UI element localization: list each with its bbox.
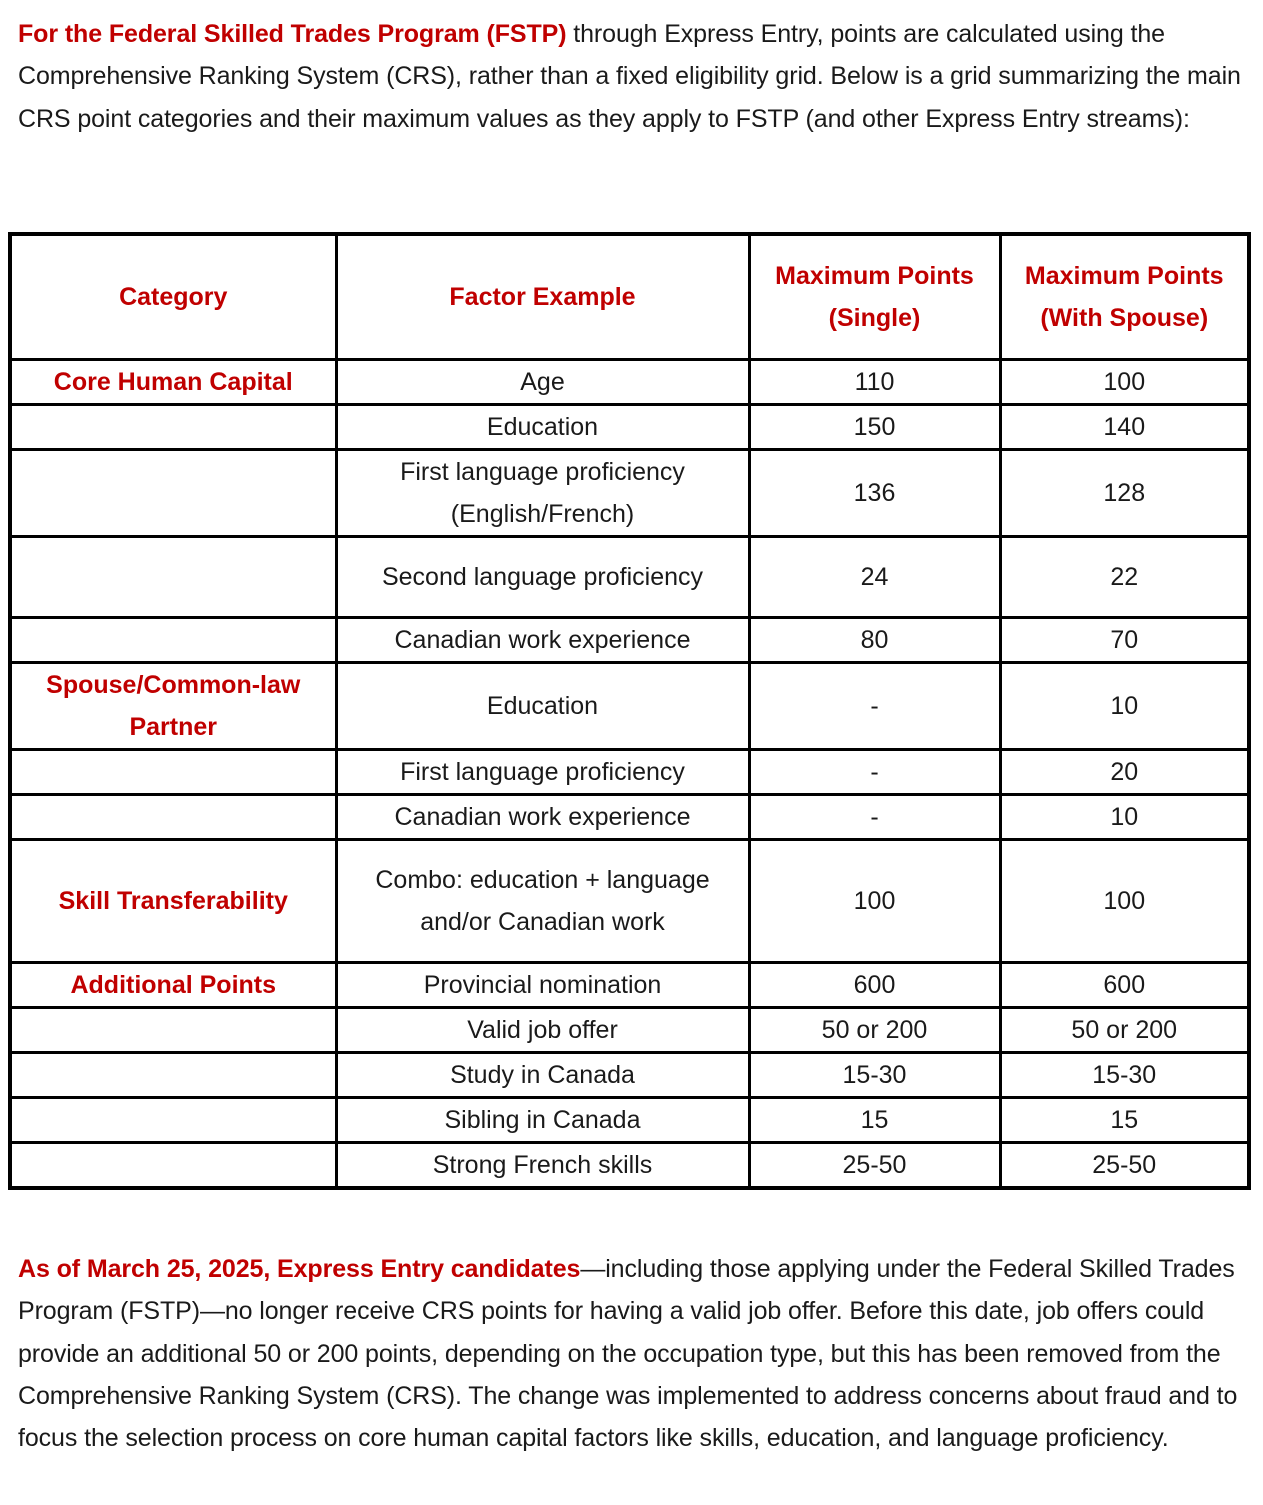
spouse-points-cell: 20 bbox=[1000, 750, 1249, 795]
spouse-points-cell: 128 bbox=[1000, 450, 1249, 537]
table-row bbox=[10, 360, 1249, 405]
factor-cell: Education bbox=[336, 405, 749, 450]
table-row bbox=[10, 1053, 1249, 1098]
category-cell bbox=[10, 618, 336, 663]
single-points-cell: - bbox=[749, 750, 1000, 795]
table-row bbox=[10, 1098, 1249, 1143]
single-points-cell: 80 bbox=[749, 618, 1000, 663]
single-points-cell: 24 bbox=[749, 537, 1000, 618]
table-header-row bbox=[10, 234, 1249, 360]
table-row bbox=[10, 840, 1249, 963]
single-points-cell: - bbox=[749, 795, 1000, 840]
table-row bbox=[10, 537, 1249, 618]
header-max-spouse: Maximum Points (With Spouse) bbox=[1000, 234, 1249, 360]
category-cell bbox=[10, 537, 336, 618]
spouse-points-cell: 100 bbox=[1000, 840, 1249, 963]
factor-cell: Canadian work experience bbox=[336, 618, 749, 663]
single-points-cell: 25-50 bbox=[749, 1143, 1000, 1189]
category-cell bbox=[10, 1053, 336, 1098]
table-row bbox=[10, 1008, 1249, 1053]
single-points-cell: - bbox=[749, 663, 1000, 750]
spouse-points-cell: 22 bbox=[1000, 537, 1249, 618]
factor-cell: Provincial nomination bbox=[336, 963, 749, 1008]
table-row bbox=[10, 1143, 1249, 1189]
factor-cell: First language proficiency bbox=[336, 750, 749, 795]
table-row bbox=[10, 795, 1249, 840]
factor-cell: Combo: education + language and/or Canadian work bbox=[336, 840, 749, 963]
spouse-points-cell: 100 bbox=[1000, 360, 1249, 405]
spouse-points-cell: 140 bbox=[1000, 405, 1249, 450]
spouse-points-cell: 10 bbox=[1000, 663, 1249, 750]
spouse-points-cell: 50 or 200 bbox=[1000, 1008, 1249, 1053]
factor-cell: Strong French skills bbox=[336, 1143, 749, 1189]
factor-cell: Second language proficiency bbox=[336, 537, 749, 618]
outro-paragraph bbox=[18, 1248, 1250, 1459]
header-category: Category bbox=[10, 234, 336, 360]
category-cell: Additional Points bbox=[10, 963, 336, 1008]
intro-text: through Express Entry, points are calculated using the Comprehensive Ranking System (CRS), rather than a fixed eligibility grid. Below is a grid summarizing the main CRS point categories and their maximum values as they apply to FSTP (and other Express Entry streams): bbox=[18, 20, 1241, 133]
category-cell: Skill Transferability bbox=[10, 840, 336, 963]
category-cell: Spouse/Common-law Partner bbox=[10, 663, 336, 750]
table-row bbox=[10, 618, 1249, 663]
category-cell: Core Human Capital bbox=[10, 360, 336, 405]
single-points-cell: 150 bbox=[749, 405, 1000, 450]
category-cell bbox=[10, 750, 336, 795]
table-row bbox=[10, 405, 1249, 450]
single-points-cell: 15 bbox=[749, 1098, 1000, 1143]
spouse-points-cell: 25-50 bbox=[1000, 1143, 1249, 1189]
spouse-points-cell: 15 bbox=[1000, 1098, 1249, 1143]
outro-lead: As of March 25, 2025, Express Entry candidates bbox=[18, 1255, 581, 1283]
spouse-points-cell: 10 bbox=[1000, 795, 1249, 840]
table-row bbox=[10, 963, 1249, 1008]
table-row bbox=[10, 663, 1249, 750]
table-row bbox=[10, 450, 1249, 537]
intro-paragraph bbox=[18, 13, 1250, 140]
factor-cell: Education bbox=[336, 663, 749, 750]
single-points-cell: 110 bbox=[749, 360, 1000, 405]
factor-cell: First language proficiency (English/French) bbox=[336, 450, 749, 537]
category-cell bbox=[10, 1143, 336, 1189]
header-factor: Factor Example bbox=[336, 234, 749, 360]
factor-cell: Study in Canada bbox=[336, 1053, 749, 1098]
single-points-cell: 50 or 200 bbox=[749, 1008, 1000, 1053]
category-cell bbox=[10, 405, 336, 450]
single-points-cell: 15-30 bbox=[749, 1053, 1000, 1098]
factor-cell: Age bbox=[336, 360, 749, 405]
single-points-cell: 100 bbox=[749, 840, 1000, 963]
intro-lead: For the Federal Skilled Trades Program (FSTP) bbox=[18, 20, 567, 48]
factor-cell: Sibling in Canada bbox=[336, 1098, 749, 1143]
header-max-single: Maximum Points (Single) bbox=[749, 234, 1000, 360]
category-cell bbox=[10, 1098, 336, 1143]
single-points-cell: 600 bbox=[749, 963, 1000, 1008]
factor-cell: Canadian work experience bbox=[336, 795, 749, 840]
crs-points-table bbox=[8, 232, 1251, 1190]
category-cell bbox=[10, 450, 336, 537]
table-row bbox=[10, 750, 1249, 795]
category-cell bbox=[10, 795, 336, 840]
factor-cell: Valid job offer bbox=[336, 1008, 749, 1053]
single-points-cell: 136 bbox=[749, 450, 1000, 537]
spouse-points-cell: 15-30 bbox=[1000, 1053, 1249, 1098]
outro-text: —including those applying under the Federal Skilled Trades Program (FSTP)—no longer receive CRS points for having a valid job offer. Before this date, job offers could provide an additional 50 or 200 points, depending on the occupation type, but this has been removed from the Comprehensive Ranking System (CRS). The change was implemented to address concerns about fraud and to focus the selection process on core human capital factors like skills, education, and language proficiency. bbox=[18, 1255, 1238, 1453]
category-cell bbox=[10, 1008, 336, 1053]
spouse-points-cell: 70 bbox=[1000, 618, 1249, 663]
spouse-points-cell: 600 bbox=[1000, 963, 1249, 1008]
